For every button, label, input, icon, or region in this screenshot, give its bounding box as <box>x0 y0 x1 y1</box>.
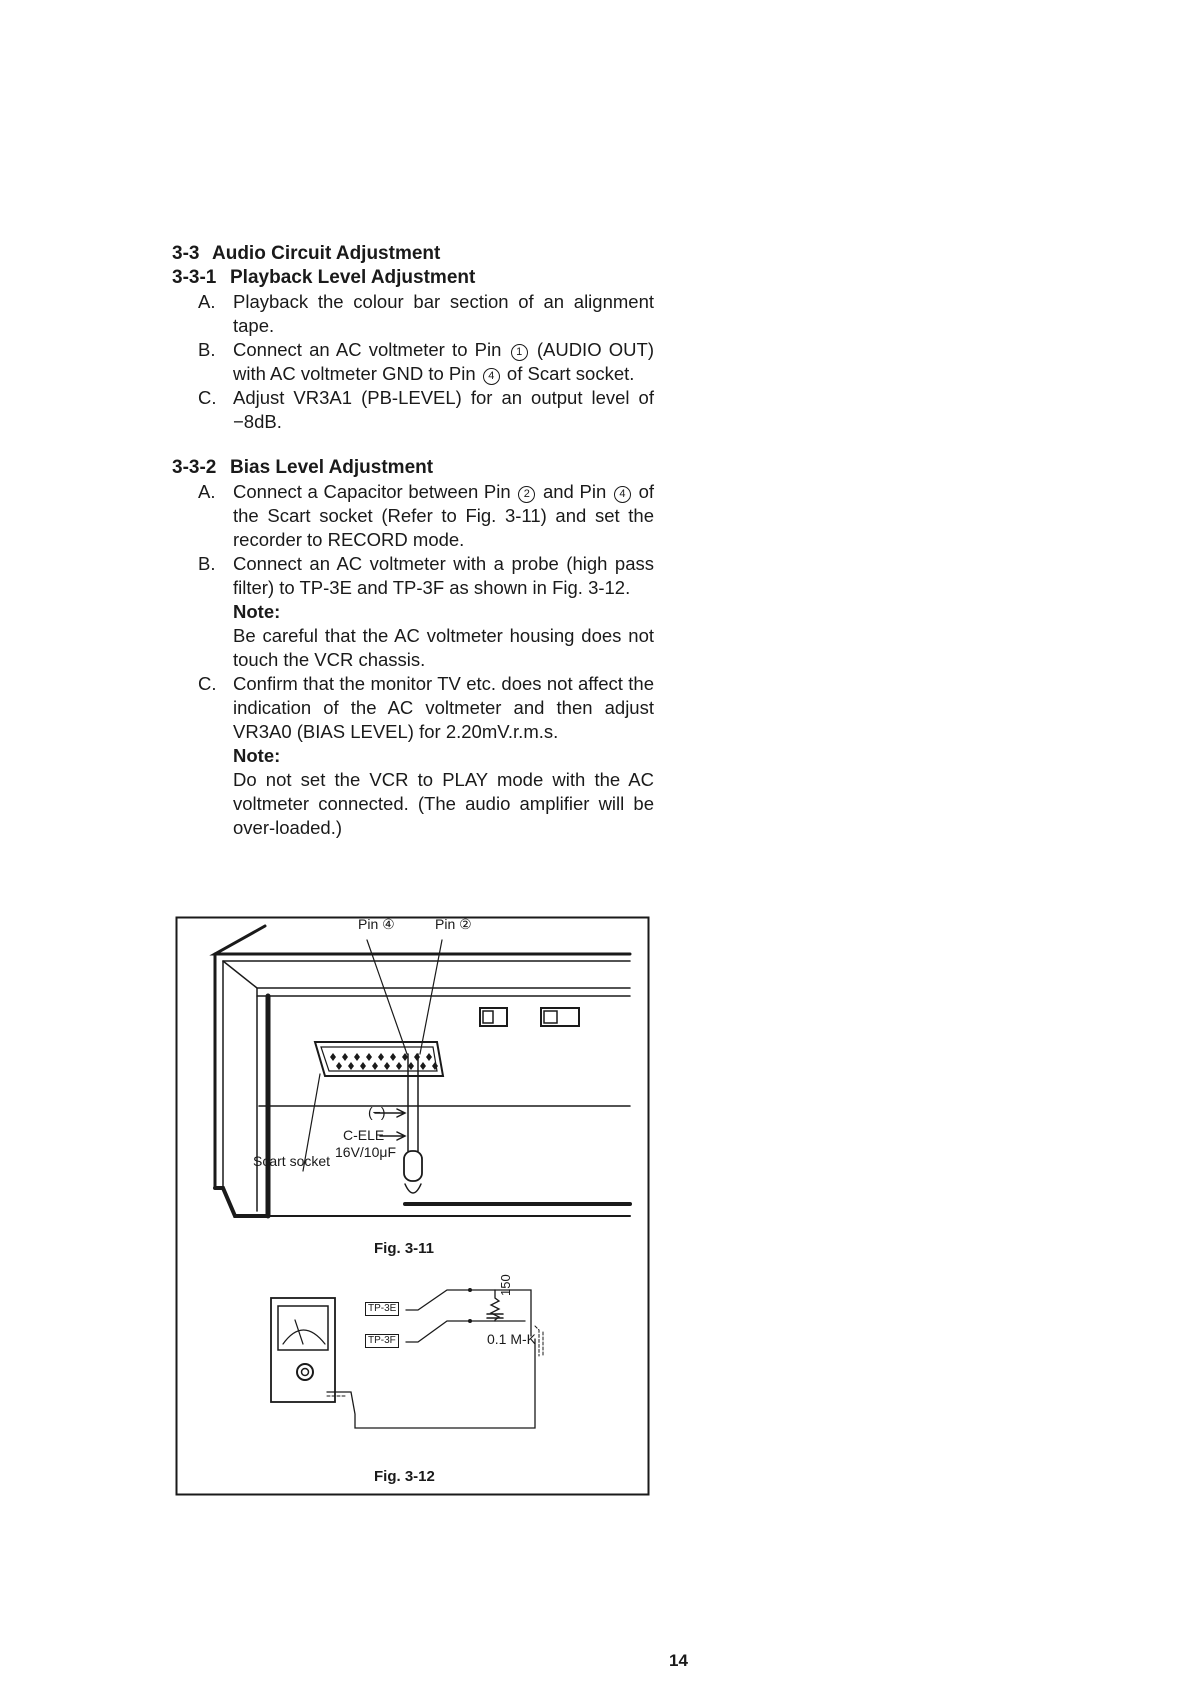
pin4-leader <box>367 940 407 1054</box>
pin2-leader <box>420 940 442 1054</box>
subsection-heading-bias <box>172 456 654 480</box>
item-letter: B. <box>198 553 216 574</box>
list-item <box>172 338 654 386</box>
figure-caption: Fig. 3-12 <box>374 1468 435 1485</box>
subsection-heading-playback <box>172 266 654 290</box>
item-text: (AUDIO OUT) with AC voltmeter GND to Pin <box>233 339 654 384</box>
item-text: and Pin <box>542 481 607 502</box>
text-column <box>172 242 654 840</box>
capacitor-value-label: 0.1 M-K <box>487 1331 537 1347</box>
subsection-title: Playback Level Adjustment <box>230 267 476 288</box>
list-item <box>172 480 654 552</box>
pin-number-circled: 2 <box>518 486 535 503</box>
item-letter: A. <box>198 481 216 502</box>
ac-voltmeter-drawing <box>271 1298 335 1402</box>
note-text: Do not set the VCR to PLAY mode with the AC voltmeter connected. (The audio amplifier will be over-loaded.) <box>233 769 654 838</box>
item-text: Playback the colour bar section of an alignment tape. <box>233 291 654 336</box>
figure-caption: Fig. 3-11 <box>374 1240 435 1257</box>
resistor-value-label: 150 <box>498 1274 513 1296</box>
pin-number-circled: 4 <box>614 486 631 503</box>
note-text: Be careful that the AC voltmeter housing does not touch the VCR chassis. <box>233 625 654 670</box>
figure-drawing <box>175 916 650 1496</box>
pin4-label: Pin ④ <box>358 916 395 932</box>
subsection-number: 3-3-1 <box>172 267 217 288</box>
item-text: Connect an AC voltmeter to Pin <box>233 339 502 360</box>
capacitor-symbol <box>487 1314 503 1318</box>
list-item <box>172 672 654 840</box>
pin-number-circled: 1 <box>511 344 528 361</box>
scart-socket-drawing <box>315 1042 443 1076</box>
item-letter: C. <box>198 673 217 694</box>
section-number: 3-3 <box>172 243 200 264</box>
capacitor-value-label: 16V/10μF <box>335 1144 396 1160</box>
list-item <box>172 386 654 434</box>
item-letter: B. <box>198 339 216 360</box>
page-number: 14 <box>669 1651 688 1670</box>
pin2-label: Pin ② <box>435 916 472 932</box>
subsection-title: Bias Level Adjustment <box>230 457 434 478</box>
list-item <box>172 290 654 338</box>
polarity-label: (−) <box>368 1104 386 1120</box>
probe-wire-tp3f <box>406 1321 495 1342</box>
probe-ground-wire <box>327 1339 535 1428</box>
item-text: of Scart socket. <box>506 363 635 384</box>
capacitor-type-label: C-ELE <box>343 1127 385 1143</box>
list-item <box>172 552 654 672</box>
scart-socket-label: Scart socket <box>253 1153 331 1169</box>
item-text: Connect an AC voltmeter with a probe (high pass filter) to TP-3E and TP-3F as shown in Fig. 3-12. <box>233 553 654 598</box>
note-label: Note: <box>233 601 281 622</box>
capacitor-body <box>404 1151 422 1181</box>
section-title: Audio Circuit Adjustment <box>212 243 441 264</box>
note-label: Note: <box>233 745 281 766</box>
item-text: Adjust VR3A1 (PB-LEVEL) for an output level of −8dB. <box>233 387 654 432</box>
test-point-label: TP-3F <box>365 1334 399 1348</box>
item-letter: C. <box>198 387 217 408</box>
probe-wire-tp3e <box>406 1290 495 1310</box>
subsection-number: 3-3-2 <box>172 457 217 478</box>
pin-number-circled: 4 <box>483 368 500 385</box>
section-heading <box>172 242 654 266</box>
test-point-label: TP-3E <box>365 1302 399 1316</box>
item-text: of the Scart socket (Refer to Fig. 3-11) and set the recorder to RECORD mode. <box>233 481 654 550</box>
item-text: Connect a Capacitor between Pin <box>233 481 511 502</box>
item-letter: A. <box>198 291 216 312</box>
item-text: Confirm that the monitor TV etc. does not affect the indication of the AC voltmeter and then adjust VR3A0 (BIAS LEVEL) for 2.20mV.r.m.s. <box>233 673 654 742</box>
figure-panel <box>175 916 650 1496</box>
